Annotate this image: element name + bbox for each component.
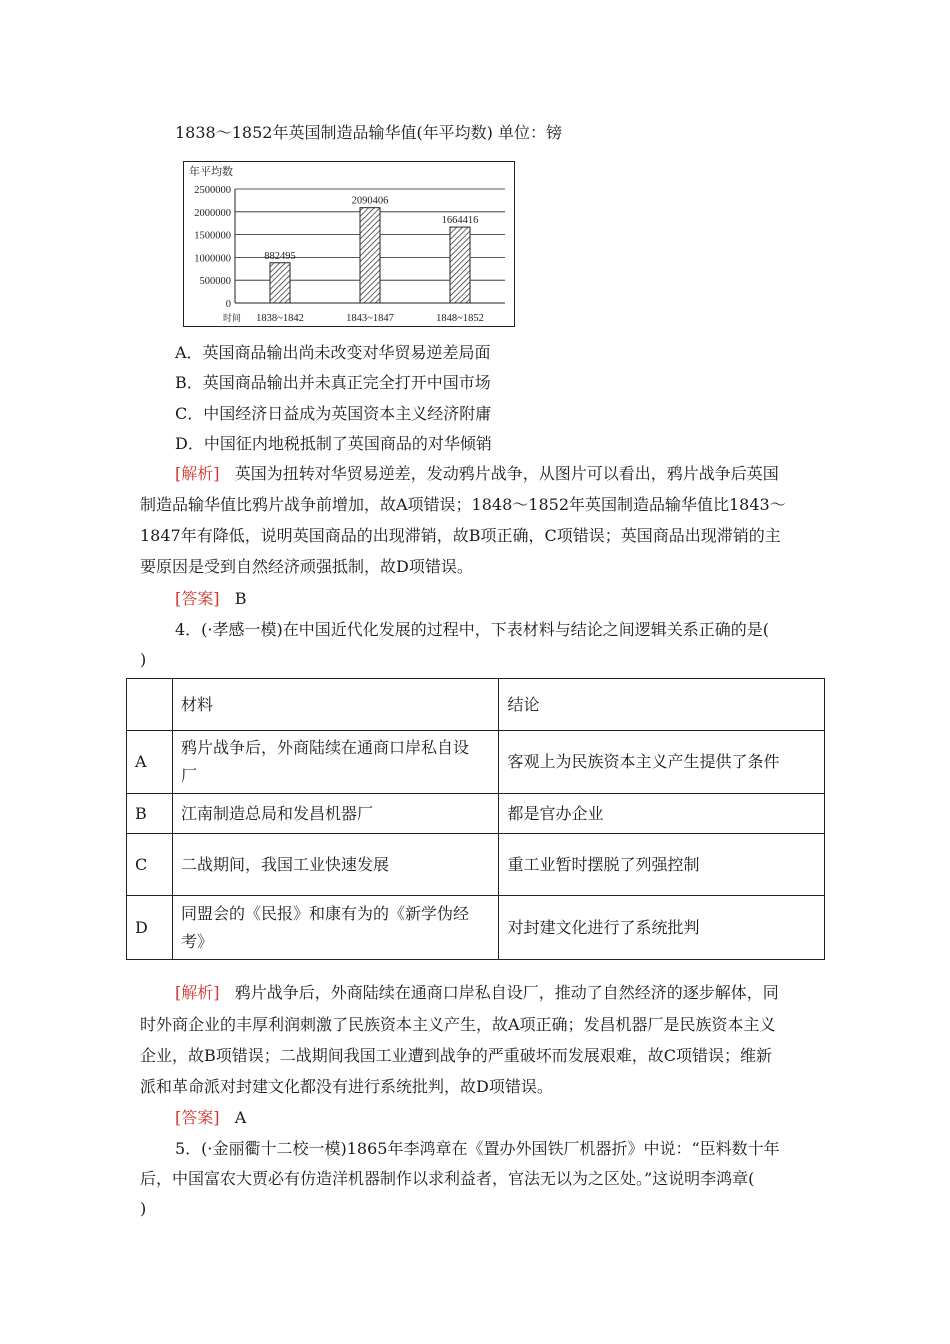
chart-data-label: 882495 bbox=[264, 250, 296, 262]
answer-tag: [答案] bbox=[175, 1108, 220, 1127]
chart-y-tick-label: 0 bbox=[225, 299, 231, 310]
chart-data-label: 1664416 bbox=[441, 215, 479, 227]
material-cell: 江南制造总局和发昌机器厂 bbox=[172, 794, 499, 834]
conclusion-cell: 客观上为民族资本主义产生提供了条件 bbox=[499, 731, 825, 794]
answer-value: B bbox=[234, 589, 247, 608]
material-line: 厂 bbox=[180, 766, 197, 785]
row-label: D bbox=[127, 896, 173, 960]
chart-y-tick-label: 500000 bbox=[199, 276, 231, 288]
conclusion-cell: 都是官办企业 bbox=[499, 794, 825, 834]
q4-analysis-line-1 bbox=[175, 978, 779, 1008]
analysis-text: 鸦片战争后，外商陆续在通商口岸私自设厂，推动了自然经济的逐步解体，同 bbox=[234, 983, 779, 1002]
table-row bbox=[127, 896, 825, 960]
table-header-cell: 结论 bbox=[499, 679, 825, 731]
q3-answer bbox=[175, 584, 247, 614]
q3-option-a: A．英国商品输出尚未改变对华贸易逆差局面 bbox=[175, 343, 491, 362]
material-line: 鸦片战争后，外商陆续在通商口岸私自设 bbox=[180, 738, 469, 757]
table-row bbox=[127, 731, 825, 794]
chart-y-tick-label: 2000000 bbox=[194, 207, 231, 219]
conclusion-cell: 对封建文化进行了系统批判 bbox=[499, 896, 825, 960]
answer-tag: [答案] bbox=[175, 589, 220, 608]
chart-bar bbox=[270, 263, 290, 303]
chart-x-axis-label: 时间 bbox=[223, 313, 242, 323]
q3-analysis-line-3: 1847年有降低，说明英国商品的出现滞销，故B项正确，C项错误；英国商品出现滞销的主 bbox=[140, 526, 781, 545]
bar-chart bbox=[183, 161, 513, 325]
q4-stem-line-1: 4．(·孝感一模)在中国近代化发展的过程中，下表材料与结论之间逻辑关系正确的是( bbox=[175, 620, 769, 639]
analysis-tag: [解析] bbox=[175, 983, 220, 1002]
chart-caption: 1838～1852年英国制造品输华值(年平均数) 单位：镑 bbox=[175, 123, 563, 142]
q4-stem-line-2: ) bbox=[140, 650, 147, 669]
chart-x-tick-label: 1843~1847 bbox=[346, 313, 394, 324]
chart-bar bbox=[360, 208, 380, 303]
q4-answer bbox=[175, 1103, 246, 1133]
q4-analysis-line-2: 时外商企业的丰厚利润刺激了民族资本主义产生，故A项正确；发昌机器厂是民族资本主义 bbox=[140, 1015, 776, 1034]
material-cell bbox=[172, 731, 499, 794]
chart-y-tick-label: 2500000 bbox=[194, 185, 231, 196]
q4-table bbox=[126, 678, 825, 960]
table-row bbox=[127, 794, 825, 834]
q5-line-1: 5．(·金丽衢十二校一模)1865年李鸿章在《置办外国铁厂机器折》中说：“臣料数十年 bbox=[175, 1139, 780, 1158]
q3-analysis-line-1 bbox=[175, 459, 779, 489]
analysis-tag: [解析] bbox=[175, 464, 220, 483]
chart-data-label: 2090406 bbox=[351, 195, 389, 207]
row-label: B bbox=[127, 794, 173, 834]
analysis-text: 英国为扭转对华贸易逆差，发动鸦片战争，从图片可以看出，鸦片战争后英国 bbox=[234, 464, 779, 483]
material-line: 考》 bbox=[180, 931, 213, 951]
table-row bbox=[127, 834, 825, 896]
row-label: A bbox=[127, 731, 173, 794]
row-label: C bbox=[127, 834, 173, 896]
material-cell: 二战期间，我国工业快速发展 bbox=[172, 834, 499, 896]
chart-y-tick-label: 1000000 bbox=[194, 253, 231, 265]
answer-value: A bbox=[234, 1108, 247, 1127]
q3-option-c: C．中国经济日益成为英国资本主义经济附庸 bbox=[175, 404, 492, 423]
chart-y-axis-label: 年平均数 bbox=[189, 166, 233, 178]
q3-analysis-line-2: 制造品输华值比鸦片战争前增加，故A项错误；1848～1852年英国制造品输华值比1843～ bbox=[140, 495, 786, 514]
chart-y-tick-label: 1500000 bbox=[194, 230, 231, 242]
q5-line-3: ) bbox=[140, 1199, 147, 1218]
q4-analysis-line-3: 企业，故B项错误；二战期间我国工业遭到战争的严重破坏而发展艰难，故C项错误；维新 bbox=[140, 1046, 773, 1065]
q3-option-b: B．英国商品输出并未真正完全打开中国市场 bbox=[175, 373, 491, 392]
chart-x-tick-label: 1848~1852 bbox=[436, 313, 484, 324]
table-header-cell: 材料 bbox=[172, 679, 499, 731]
conclusion-cell: 重工业暂时摆脱了列强控制 bbox=[499, 834, 825, 896]
chart-bar bbox=[450, 227, 470, 303]
q3-analysis-line-4: 要原因是受到自然经济顽强抵制，故D项错误。 bbox=[140, 557, 473, 576]
material-cell bbox=[172, 896, 499, 960]
chart-x-tick-label: 1838~1842 bbox=[256, 313, 304, 324]
q3-option-d: D．中国征内地税抵制了英国商品的对华倾销 bbox=[175, 434, 492, 453]
table-header-cell bbox=[127, 679, 173, 731]
material-line: 同盟会的《民报》和康有为的《新学伪经 bbox=[180, 903, 469, 923]
q5-line-2: 后，中国富农大贾必有仿造洋机器制作以求利益者，官法无以为之区处。”这说明李鸿章( bbox=[140, 1169, 755, 1188]
q4-analysis-line-4: 派和革命派对封建文化都没有进行系统批判，故D项错误。 bbox=[140, 1077, 553, 1096]
table-header-row bbox=[127, 679, 825, 731]
